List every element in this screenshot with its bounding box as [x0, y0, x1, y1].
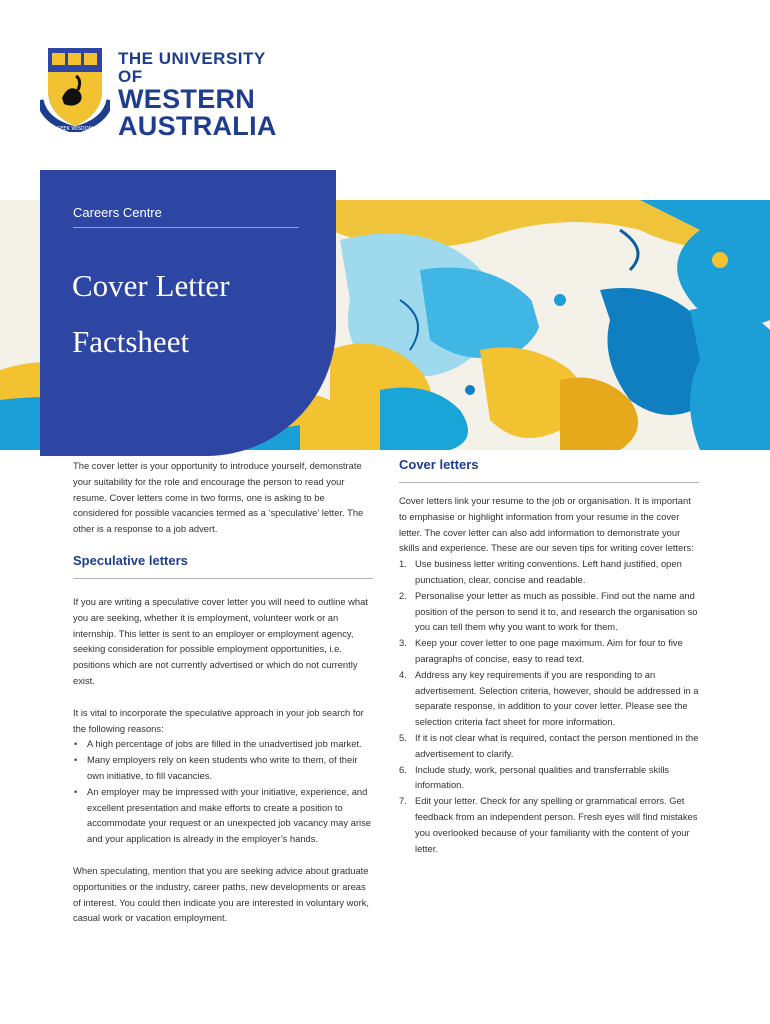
cover-letters-intro: Cover letters link your resume to the job or organisation. It is important to emphasise or highlight information from your resume in the cover letter. The cover letter can also add information to demonstrate your skills and experience. These are our seven tips for writing cover letters:	[399, 495, 694, 554]
tip-text: Use business letter writing conventions. Left hand justified, open punctuation, clear, concise and readable.	[415, 558, 682, 585]
tip-text: Address any key requirements if you are responding to an advertisement. Selection criteria, however, should be addressed in a separate response, in addition to your cover letter. Please see the selection criteria fact sheet for more information.	[415, 668, 699, 728]
wordmark-line-1: THE UNIVERSITY OF	[118, 49, 266, 86]
tip-number: 7.	[399, 795, 407, 807]
cover-letters-heading: Cover letters	[399, 457, 479, 472]
list-item	[399, 556, 699, 588]
left-column	[73, 458, 373, 926]
tip-number: 5.	[399, 731, 407, 743]
list-item	[399, 730, 699, 762]
list-item	[399, 793, 699, 856]
speculative-heading: Speculative letters	[73, 552, 188, 568]
section-divider	[73, 227, 299, 228]
tip-text: Personalise your letter as much as possible. Find out the name and position of the person to send it to, and research the organisation so you can tell them why you want to work for them.	[415, 589, 698, 633]
university-wordmark	[118, 50, 280, 140]
page-title	[72, 258, 230, 370]
university-crest-icon	[40, 40, 110, 132]
section-label: Careers Centre	[73, 205, 162, 220]
speculative-paragraph-2: It is vital to incorporate the speculative approach in your job search for the following reasons:	[73, 706, 364, 734]
tip-number: 3.	[399, 637, 407, 649]
tip-number: 6.	[399, 763, 407, 775]
title-panel	[40, 170, 336, 456]
title-line-2: Factsheet	[72, 324, 190, 359]
wordmark-line-2: WESTERN	[118, 84, 256, 114]
reasons-list	[73, 736, 373, 847]
list-item: • Many employers rely on keen students who write to them, of their own initiative, to fill vacancies.	[73, 752, 373, 784]
tip-number: 1.	[399, 558, 407, 570]
tip-text: Edit your letter. Check for any spelling or grammatical errors. Get feedback from an independent person. Fresh eyes will find mistakes you overlooked because of your familiarity with the content of your letter.	[415, 795, 698, 854]
speculative-paragraph-1: If you are writing a speculative cover letter you will need to outline what you are seeking, whether it is employment, volunteer work or an internship. This letter is sent to an employer or employment agency, seeking consideration for possible employment opportunities, i.e. positions which are not currently advertised or which do not currently exist.	[73, 595, 368, 686]
motto-text: SEEK WISDOM	[56, 126, 94, 132]
tips-list	[399, 556, 699, 856]
list-item	[399, 667, 699, 730]
list-item: • A high percentage of jobs are filled in the unadvertised job market.	[73, 736, 373, 752]
intro-paragraph: The cover letter is your opportunity to introduce yourself, demonstrate your suitability for the role and encourage the person to read your resume. Cover letters come in two forms, one is asking to be considered for possible vacancies termed as a ‘speculative’ letter. The other is a response to a job advert.	[73, 460, 364, 535]
list-item	[399, 635, 699, 667]
list-item: • An employer may be impressed with your initiative, experience, and excellent presentation and make efforts to create a position to accommodate your request or an unexpected job vacancy may arise and your application is already in the employer’s hands.	[73, 784, 373, 847]
right-column	[399, 456, 699, 856]
list-item	[399, 762, 699, 794]
tip-text: Keep your cover letter to one page maximum. Aim for four to five paragraphs of concise, easy to read text.	[415, 637, 683, 664]
title-line-1: Cover Letter	[72, 268, 230, 303]
speculative-paragraph-3: When speculating, mention that you are seeking advice about graduate opportunities or the industry, career paths, new developments or areas of interest. You could then indicate you are interested in voluntary work, casual work or vacation employment.	[73, 864, 370, 924]
tip-number: 4.	[399, 668, 407, 680]
tip-number: 2.	[399, 589, 407, 601]
list-item	[399, 588, 699, 635]
wordmark-line-3: AUSTRALIA	[118, 111, 277, 141]
tip-text: Include study, work, personal qualities and transferrable skills information.	[415, 763, 670, 791]
university-logo	[40, 40, 280, 140]
tip-text: If it is not clear what is required, contact the person mentioned in the advertisement to clarify.	[415, 731, 699, 759]
